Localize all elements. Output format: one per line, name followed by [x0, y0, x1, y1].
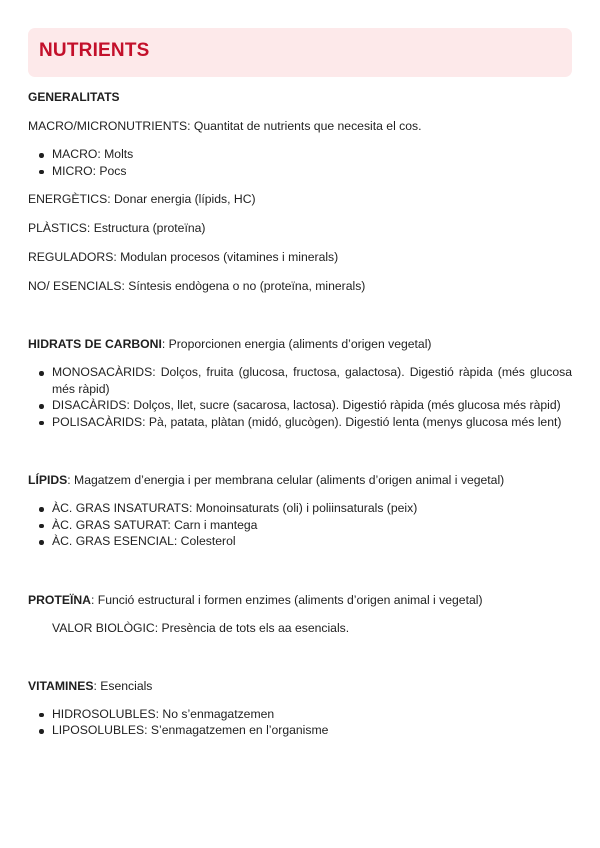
section-lipids: [28, 472, 572, 488]
list-item: DISACÀRIDS: Dolços, llet, sucre (sacarosa, lactosa). Digestió ràpida (més glucosa més ràpid): [28, 397, 572, 414]
section-vitamines: [28, 678, 572, 694]
page-title: NUTRIENTS: [39, 40, 150, 61]
list-hidrats: [28, 364, 572, 430]
section-hidrats: [28, 336, 572, 352]
list-item: LIPOSOLUBLES: S’enmagatzemen en l’organisme: [28, 722, 572, 739]
text-reguladors: REGULADORS: Modulan procesos (vitamines i minerals): [28, 250, 339, 264]
text-valor-biologic: VALOR BIOLÒGIC: Presència de tots els aa esencials.: [52, 620, 350, 635]
list-lipids: [28, 500, 572, 550]
section-heading-vitamines: VITAMINES: [28, 678, 94, 693]
section-heading-lipids: LÍPIDS: [28, 473, 68, 487]
document-body: [28, 89, 572, 739]
list-item: MICRO: Pocs: [28, 163, 572, 180]
section-description-hidrats: : Proporcionen energia (aliments d’origen vegetal): [161, 337, 432, 351]
list-macro-micro: [28, 146, 572, 179]
list-vitamines: [28, 706, 572, 739]
section-heading-hidrats: HIDRATS DE CARBONI: [28, 337, 162, 351]
text-energetics: ENERGÈTICS: Donar energia (lípids, HC): [28, 192, 256, 206]
text-plastics: PLÀSTICS: Estructura (proteïna): [28, 221, 206, 235]
section-heading-proteina: PROTEÏNA: [28, 592, 91, 607]
list-item: HIDROSOLUBLES: No s’enmagatzemen: [28, 706, 572, 723]
list-item: ÀC. GRAS ESENCIAL: Colesterol: [28, 533, 572, 550]
text-macro-micro: MACRO/MICRONUTRIENTS: Quantitat de nutrients que necesita el cos.: [28, 119, 422, 133]
list-item: ÀC. GRAS SATURAT: Carn i mantega: [28, 517, 572, 534]
list-item: ÀC. GRAS INSATURATS: Monoinsaturats (oli) i poliinsaturals (peix): [28, 500, 572, 517]
section-description-lipids: : Magatzem d’energia i per membrana celular (aliments d’origen animal i vegetal): [67, 473, 505, 487]
section-proteina: [28, 592, 572, 608]
section-description-vitamines: : Esencials: [93, 678, 153, 693]
list-item: POLISACÀRIDS: Pà, patata, plàtan (midó, glucògen). Digestió lenta (menys glucosa més lent): [28, 414, 572, 431]
list-item: MACRO: Molts: [28, 146, 572, 163]
section-heading-generalitats: GENERALITATS: [28, 90, 120, 104]
title-banner: [28, 28, 572, 77]
text-essencials: NO/ ESENCIALS: Síntesis endògena o no (proteïna, minerals): [28, 279, 366, 293]
section-description-proteina: : Funció estructural i formen enzimes (aliments d’origen animal i vegetal): [90, 592, 483, 607]
list-item: MONOSACÀRIDS: Dolços, fruita (glucosa, fructosa, galactosa). Digestió ràpida (més glucosa més ràpid): [28, 364, 572, 397]
